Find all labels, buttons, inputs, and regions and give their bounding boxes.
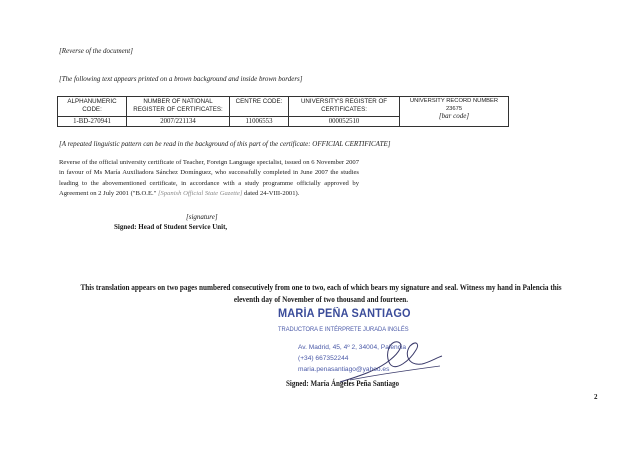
translation-footer: This translation appears on two pages numbered consecutively from one to two, each of which bears my signature and seal. Witness my hand in Palencia this eleventh day of November of two thousand and fourteen. xyxy=(80,283,562,304)
stamp-email: maria.penasantiago@yahoo.es xyxy=(298,366,390,373)
stamp-role: TRADUCTORA E INTÉRPRETE JURADA INGLÉS xyxy=(278,326,409,333)
header-centre-code: CENTRE CODE: xyxy=(230,97,289,117)
table-row xyxy=(58,97,509,117)
pattern-note: [A repeated linguistic pattern can be read in the background of this part of the certificate: OFFICIAL CERTIFICATE] xyxy=(59,139,391,148)
certificate-paragraph xyxy=(59,158,359,199)
signed-head: Signed: Head of Student Service Unit, xyxy=(114,223,228,231)
header-university-register: UNIVERSITY'S REGISTER OF CERTIFICATES: xyxy=(289,97,400,117)
record-number-cell xyxy=(400,97,509,127)
page-number: 2 xyxy=(594,393,598,401)
record-number-value: 23675 xyxy=(445,105,463,112)
paragraph-end: dated 24-VIII-2001). xyxy=(242,189,300,197)
value-centre-code: 11006553 xyxy=(230,117,289,127)
stamp-name: MARÍA PEÑA SANTIAGO xyxy=(278,308,411,320)
header-alphanumeric: ALPHANUMERIC CODE: xyxy=(58,97,127,117)
paragraph-text: Reverse of the official university certificate of Teacher, Foreign Language specialist, issued on 6 November 2007 in favour of Ms María Auxiliadora Sánchez Domínguez, who successfully completed in June 2007 the studies leading to the abovementioned certificate, in accordance with a study programme officially approved by Agreement on 2 July 2001 ("B.O.E." xyxy=(59,159,359,197)
reverse-note: [Reverse of the document] xyxy=(59,46,133,55)
signed-translator: Signed: María Ángeles Peña Santiago xyxy=(286,379,400,388)
value-university-register: 000052510 xyxy=(289,117,400,127)
value-national-register: 2007/221134 xyxy=(127,117,230,127)
value-alphanumeric: 1-BD-270941 xyxy=(58,117,127,127)
header-record-number: UNIVERSITY RECORD NUMBER xyxy=(409,98,499,104)
gazette-note: [Spanish Official State Gazette] xyxy=(157,189,243,197)
stamp-phone: (+34) 667352244 xyxy=(298,355,349,362)
bar-code-note: [bar code] xyxy=(438,112,470,120)
stamp-address: Av. Madrid, 45, 4º 2, 34004, Palencia xyxy=(298,344,407,351)
background-note: [The following text appears printed on a brown background and inside brown borders] xyxy=(59,74,303,83)
header-national-register: NUMBER OF NATIONAL REGISTER OF CERTIFICATES: xyxy=(127,97,230,117)
certificate-table xyxy=(57,96,509,127)
signature-note: [signature] xyxy=(186,212,218,221)
